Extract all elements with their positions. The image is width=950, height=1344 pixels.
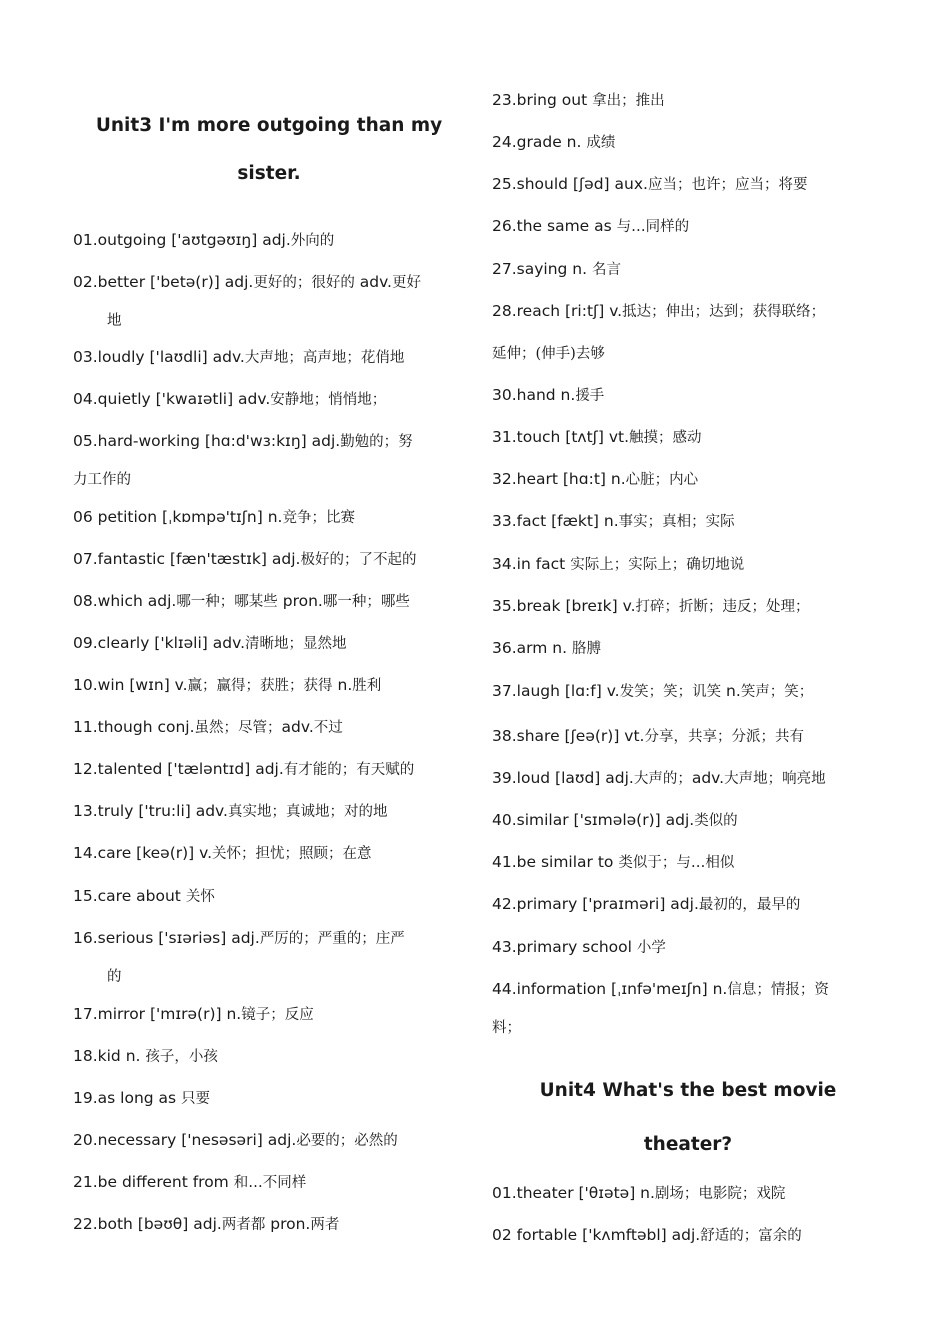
entry-word-extra: n.: [332, 676, 353, 694]
entry-meaning: 哪一种；哪某些: [176, 594, 278, 610]
vocab-entry: [492, 376, 884, 415]
entry-word: 15.care about: [73, 887, 186, 905]
entry-meaning-extra: 哪一种；哪些: [322, 594, 410, 610]
entry-meaning: 关怀；担忧；照顾；在意: [212, 846, 372, 862]
vocab-entry: [492, 717, 884, 756]
vocab-entry: [73, 1037, 465, 1076]
entry-meaning: 触摸；感动: [629, 430, 702, 446]
entry-meaning: 关怀: [185, 889, 215, 905]
entry-word: 03.loudly ['laʊdli] adv.: [73, 348, 245, 366]
entry-word: 18.kid n.: [73, 1047, 146, 1065]
entry-word: 38.share [ʃeə(r)] vt.: [492, 727, 645, 745]
vocab-entry: [492, 1216, 884, 1255]
entry-meaning: 清晰地；显然地: [245, 636, 347, 652]
entry-word: 23.bring out: [492, 91, 593, 109]
entry-meaning: 分享，共享；分派；共有: [644, 729, 804, 745]
entry-word: 21.be different from: [73, 1173, 234, 1191]
entry-word-extra: adv.: [354, 273, 392, 291]
vocab-entry: [492, 587, 884, 626]
entry-meaning: 成绩: [586, 135, 616, 151]
vocab-entry: [73, 957, 499, 996]
entry-word: 07.fantastic [fæn'tæstɪk] adj.: [73, 550, 301, 568]
vocab-entry: [73, 1121, 465, 1160]
vocab-entry: [492, 292, 884, 331]
vocab-entry: [492, 1174, 884, 1213]
vocab-entry: [73, 422, 465, 461]
entry-continuation: 力工作的: [73, 472, 131, 488]
entry-meaning: 竞争；比赛: [282, 510, 355, 526]
entry-word: 01.outgoing ['aʊtgəʊɪŋ] adj.: [73, 231, 291, 249]
entry-word: 25.should [ʃəd] aux.: [492, 175, 648, 193]
entry-word: 34.in fact: [492, 555, 571, 573]
vocab-entry: [73, 1079, 465, 1118]
entry-word: 01.theater ['θɪətə] n.: [492, 1184, 655, 1202]
entry-meaning: 极好的；了不起的: [300, 552, 417, 568]
entry-meaning: 更好的；很好的: [253, 275, 355, 291]
entry-word: 27.saying n.: [492, 260, 592, 278]
entry-meaning: 虽然；尽管；: [194, 720, 282, 736]
entry-continuation: 地: [107, 313, 122, 329]
vocab-entry: [73, 750, 465, 789]
entry-meaning: 只要: [181, 1091, 211, 1107]
entry-word: 43.primary school: [492, 938, 637, 956]
entry-word: 26.the same as: [492, 217, 617, 235]
entry-word: 16.serious ['sɪəriəs] adj.: [73, 929, 260, 947]
vocab-entry: [73, 460, 465, 499]
entry-word: 24.grade n.: [492, 133, 587, 151]
entry-meaning: 拿出；推出: [592, 93, 665, 109]
entry-meaning: 严厉的；严重的；庄严: [259, 931, 405, 947]
vocab-entry: [492, 759, 884, 798]
entry-meaning: 援手: [575, 388, 605, 404]
entry-word: 08.which adj.: [73, 592, 177, 610]
vocab-entry: [492, 334, 884, 373]
entry-meaning: 大声的；: [633, 771, 692, 787]
vocab-entry: [73, 666, 465, 705]
vocab-entry: [492, 250, 884, 289]
entry-word-extra: adv.: [691, 769, 725, 787]
entry-meaning: 名言: [591, 262, 621, 278]
entry-meaning: 必要的；必然的: [296, 1133, 398, 1149]
entry-word: 17.mirror ['mɪrə(r)] n.: [73, 1005, 242, 1023]
entry-word: 10.win [wɪn] v.: [73, 676, 188, 694]
entry-continuation: 的: [107, 969, 122, 985]
vocab-entry: [73, 498, 465, 537]
entry-meaning: 打碎；折断；违反；处理；: [635, 599, 810, 615]
unit-title: Unit3 I'm more outgoing than my: [95, 115, 443, 136]
entry-word: 30.hand n.: [492, 386, 576, 404]
entry-word: 28.reach [ri:tʃ] v.: [492, 302, 623, 320]
entry-word: 44.information [ˌɪnfə'meɪʃn] n.: [492, 980, 728, 998]
vocab-entry: [492, 1008, 884, 1047]
vocab-entry: [73, 301, 499, 340]
entry-word: 22.both [bəʊθ] adj.: [73, 1215, 222, 1233]
vocab-entry: [73, 1205, 465, 1244]
entry-meaning: 赢；赢得；获胜；获得: [187, 678, 333, 694]
entry-meaning: 类似于；与…相似: [618, 855, 735, 871]
vocab-entry: [492, 970, 884, 1009]
entry-meaning: 信息；情报；资: [727, 982, 829, 998]
entry-meaning-extra: 不过: [313, 720, 343, 736]
entry-meaning: 应当；也许；应当；将要: [647, 177, 808, 193]
vocab-entry: [492, 81, 884, 120]
vocab-entry: [73, 540, 465, 579]
vocab-entry: [73, 338, 465, 377]
entry-word: 40.similar ['sɪmələ(r)] adj.: [492, 811, 695, 829]
vocab-entry: [73, 263, 465, 302]
entry-word: 42.primary ['praɪməri] adj.: [492, 895, 699, 913]
entry-meaning: 与…同样的: [616, 219, 690, 235]
vocab-entry: [73, 1163, 465, 1202]
vocab-entry: [492, 123, 884, 162]
vocab-entry: [73, 834, 465, 873]
entry-word: 39.loud [laʊd] adj.: [492, 769, 634, 787]
entry-word: 09.clearly ['klɪəli] adv.: [73, 634, 245, 652]
vocab-entry: [492, 545, 884, 584]
entry-word: 37.laugh [lɑ:f] v.: [492, 682, 620, 700]
vocab-entry: [73, 380, 465, 419]
entry-meaning: 两者都: [221, 1217, 266, 1233]
entry-meaning-extra: 两者: [310, 1217, 340, 1233]
vocab-entry: [492, 207, 884, 246]
entry-word: 20.necessary ['nesəsəri] adj.: [73, 1131, 297, 1149]
unit-title: theater?: [643, 1134, 733, 1155]
entry-word: 19.as long as: [73, 1089, 182, 1107]
entry-meaning: 勤勉的；努: [340, 434, 413, 450]
entry-word: 02 fortable ['kʌmftəbl] adj.: [492, 1226, 701, 1244]
vocab-entry: [492, 460, 884, 499]
entry-meaning-extra: 大声地；响亮地: [724, 771, 826, 787]
entry-word: 32.heart [hɑ:t] n.: [492, 470, 626, 488]
vocab-entry: [492, 801, 884, 840]
entry-meaning: 事实；真相；实际: [618, 514, 735, 530]
vocab-entry: [73, 792, 465, 831]
vocab-entry: [73, 995, 465, 1034]
vocab-entry: [492, 502, 884, 541]
vocab-entry: [73, 624, 465, 663]
vocab-entry: [73, 919, 465, 958]
entry-word: 36.arm n.: [492, 639, 572, 657]
vocab-entry: [492, 165, 884, 204]
entry-word: 06 petition [ˌkɒmpə'tɪʃn] n.: [73, 508, 283, 526]
entry-meaning: 心脏；内心: [625, 472, 699, 488]
vocab-entry: [73, 221, 465, 260]
entry-meaning: 真实地；真诚地；对的地: [227, 804, 388, 820]
entry-meaning: 发笑；笑；讥笑: [619, 684, 722, 700]
entry-word-extra: pron.: [265, 1215, 311, 1233]
entry-word-extra: adv.: [281, 718, 314, 736]
vocab-entry: [492, 418, 884, 457]
entry-meaning: 舒适的；富余的: [700, 1228, 802, 1244]
unit-title: Unit4 What's the best movie: [539, 1080, 837, 1101]
entry-meaning: 和…不同样: [233, 1175, 307, 1191]
entry-word: 12.talented ['tæləntɪd] adj.: [73, 760, 284, 778]
entry-meaning: 剧场；电影院；戏院: [654, 1186, 786, 1202]
entry-meaning: 有才能的；有天赋的: [283, 762, 415, 778]
vocab-entry: [73, 877, 465, 916]
entry-word: 41.be similar to: [492, 853, 619, 871]
entry-word: 13.truly ['tru:li] adv.: [73, 802, 228, 820]
entry-word: 02.better ['betə(r)] adj.: [73, 273, 254, 291]
entry-meaning: 小学: [636, 940, 666, 956]
entry-continuation: 延伸；(伸手)去够: [492, 346, 605, 362]
vocab-entry: [73, 582, 465, 621]
entry-meaning: 类似的: [694, 813, 738, 829]
entry-meaning-extra: 笑声；笑；: [740, 684, 814, 700]
entry-word: 35.break [breɪk] v.: [492, 597, 636, 615]
vocab-entry: [492, 672, 884, 711]
entry-meaning: 镜子；反应: [241, 1007, 314, 1023]
entry-meaning: 抵达；伸出；达到；获得联络；: [622, 304, 826, 320]
entry-word: 14.care [keə(r)] v.: [73, 844, 213, 862]
entry-word: 04.quietly ['kwaɪətli] adv.: [73, 390, 271, 408]
entry-word: 33.fact [fækt] n.: [492, 512, 619, 530]
entry-word: 11.though conj.: [73, 718, 195, 736]
vocab-entry: [492, 843, 884, 882]
entry-meaning: 大声地；高声地；花俏地: [244, 350, 405, 366]
entry-meaning: 实际上；实际上；确切地说: [570, 557, 745, 573]
vocab-entry: [492, 629, 884, 668]
vocab-entry: [492, 885, 884, 924]
entry-meaning-extra: 更好: [392, 275, 421, 291]
vocab-entry: [73, 708, 465, 747]
entry-meaning: 孩子，小孩: [145, 1049, 218, 1065]
entry-meaning: 外向的: [290, 233, 335, 249]
entry-meaning: 安静地；悄悄地；: [270, 392, 387, 408]
entry-word-extra: n.: [721, 682, 741, 700]
entry-word-extra: pron.: [277, 592, 323, 610]
entry-meaning-extra: 胜利: [352, 678, 382, 694]
entry-continuation: 料；: [492, 1020, 521, 1036]
entry-word: 05.hard-working [hɑ:d'wɜ:kɪŋ] adj.: [73, 432, 341, 450]
entry-meaning: 胳膊: [571, 641, 601, 657]
entry-word: 31.touch [tʌtʃ] vt.: [492, 428, 630, 446]
unit-title: sister.: [237, 163, 301, 184]
vocab-entry: [492, 928, 884, 967]
entry-meaning: 最初的，最早的: [698, 897, 801, 913]
